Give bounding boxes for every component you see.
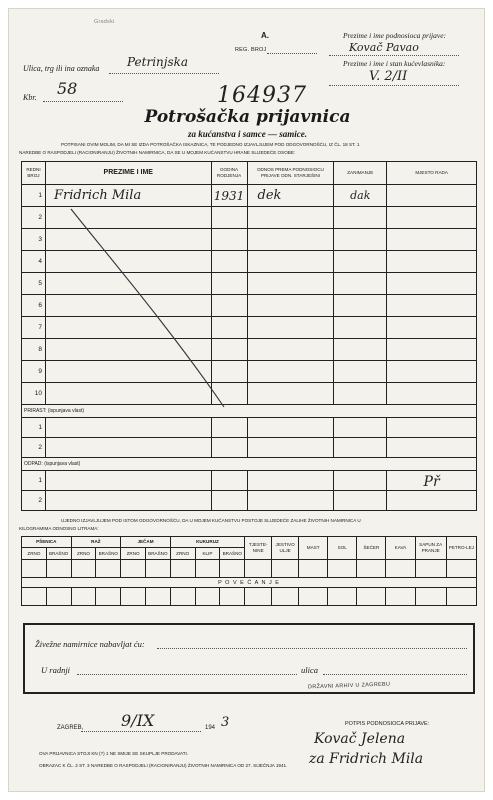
person-job[interactable] (334, 383, 387, 405)
supply-cell[interactable] (71, 560, 96, 578)
supply-cell[interactable] (170, 588, 195, 606)
person-workplace[interactable] (387, 229, 477, 251)
person-job[interactable] (334, 317, 387, 339)
person-job[interactable] (334, 438, 387, 458)
supply-cell[interactable] (299, 560, 328, 578)
person-job[interactable] (334, 229, 387, 251)
footer-place: ZAGREB, (57, 725, 84, 731)
col-petrolej: PETRO-LEJ (446, 537, 476, 560)
supply-cell[interactable] (446, 588, 476, 606)
reg-line (267, 53, 317, 54)
col-zanimanje: ZANIMANJE (334, 162, 387, 185)
group-jecam: JEČAM (121, 537, 171, 548)
person-job[interactable] (334, 361, 387, 383)
form-title: Potrošačka prijavnica (144, 107, 351, 127)
supply-cell[interactable] (220, 560, 245, 578)
col-redni-broj: REDNI BROJ (22, 162, 46, 185)
person-relation[interactable]: dek (247, 185, 334, 207)
form-number: 164937 (217, 83, 307, 108)
sign-label: POTPIS PODNOSIOCA PRIJAVE: (345, 721, 430, 727)
table-row (22, 185, 477, 207)
col-mjesto-rada: MJESTO RADA (387, 162, 477, 185)
supplies-verify-value-row (22, 588, 477, 606)
person-relation[interactable] (247, 207, 334, 229)
person-workplace[interactable] (387, 438, 477, 458)
person-job[interactable] (334, 251, 387, 273)
col-sol: SOL (328, 537, 357, 560)
odpad-header-row (22, 458, 477, 471)
person-relation[interactable] (247, 361, 334, 383)
person-workplace[interactable] (387, 251, 477, 273)
supply-cell[interactable] (121, 588, 146, 606)
person-job[interactable]: dak (334, 185, 387, 207)
col-brasno: BRAŠNO (145, 548, 170, 560)
table-row (22, 438, 477, 458)
supply-cell[interactable] (145, 588, 170, 606)
supply-cell[interactable] (446, 560, 476, 578)
prirast-label: PRIRAST: (ispunjava vlast) (22, 405, 477, 418)
person-relation[interactable] (247, 471, 334, 491)
person-name[interactable] (45, 438, 211, 458)
person-workplace[interactable] (387, 491, 477, 511)
supply-cell[interactable] (245, 560, 272, 578)
supply-cell[interactable] (121, 560, 146, 578)
person-job[interactable] (334, 418, 387, 438)
col-zrno: ZRNO (71, 548, 96, 560)
street-line (109, 73, 219, 74)
person-year[interactable] (211, 438, 247, 458)
person-workplace[interactable] (387, 361, 477, 383)
group-kukuruz: KUKURUZ (170, 537, 244, 548)
shop-name-dots[interactable] (77, 674, 297, 675)
shop-line-1: Živežne namirnice nabavljat ću: (35, 639, 145, 649)
person-year[interactable] (211, 418, 247, 438)
supply-cell[interactable] (357, 560, 386, 578)
col-brasno: BRAŠNO (96, 548, 121, 560)
shop-line-1-dots (157, 648, 467, 649)
house-line (43, 101, 123, 102)
supply-cell[interactable] (415, 560, 446, 578)
street-value: Petrinjska (127, 55, 189, 69)
col-kava: KAVA (386, 537, 415, 560)
section-letter: A. (261, 31, 269, 40)
person-name[interactable] (45, 491, 211, 511)
footer-note-1: OVA PRIJAVNICA STOJI KN (?) 1 NE SMIJE SE SKUPLJE PRODAVATI. (39, 751, 189, 756)
row-number: 4 (22, 251, 46, 273)
house-value: 58 (57, 79, 78, 98)
supply-cell[interactable] (22, 588, 47, 606)
intro-line-2: NAREDBE O RASPODJELI (RACIONIRANJU) ŽIVOTNIH NAMIRNICA, DA SE U MOJEM KUĆANSTVU HRANE SLIJEDEĆE OSOBE: (19, 150, 296, 155)
verify-row (22, 578, 477, 588)
col-klip: KLIP (195, 548, 220, 560)
supply-cell[interactable] (96, 588, 121, 606)
shop-street-dots[interactable] (323, 674, 467, 675)
group-raz: RAŽ (71, 537, 121, 548)
owner-line (329, 55, 459, 56)
person-relation[interactable] (247, 273, 334, 295)
row-number: 2 (22, 491, 46, 511)
supply-cell[interactable] (220, 588, 245, 606)
col-prezime-ime: PREZIME I IME (45, 162, 211, 185)
declaration-line-2: KILOGRAMIMA ODNOSNO LITRAMA: (19, 526, 99, 531)
supplies-table (21, 536, 477, 606)
supply-cell[interactable] (96, 560, 121, 578)
supply-cell[interactable] (357, 588, 386, 606)
row-number: 10 (22, 383, 46, 405)
date-line (81, 731, 201, 732)
reg-label: REG. BROJ (235, 47, 267, 53)
top-left-stamp: Gradski (94, 19, 115, 25)
col-secer: ŠEĆER (357, 537, 386, 560)
person-name[interactable]: Fridrich Mila (45, 185, 211, 207)
person-year[interactable] (211, 491, 247, 511)
row-number: 6 (22, 295, 46, 317)
supply-cell[interactable] (71, 588, 96, 606)
row-number: 1 (22, 185, 46, 207)
supplies-group-row (22, 537, 477, 548)
supply-cell[interactable] (272, 588, 299, 606)
persons-header-row (22, 162, 477, 185)
person-relation[interactable] (247, 438, 334, 458)
person-workplace[interactable] (387, 418, 477, 438)
strike-line (69, 207, 229, 412)
form-subtitle: za kućanstva i samce — samice. (188, 129, 307, 139)
supply-cell[interactable] (170, 560, 195, 578)
person-relation[interactable] (247, 251, 334, 273)
col-sapun: SAPUN ZA PRANJE (415, 537, 446, 560)
person-name[interactable] (45, 471, 211, 491)
person-relation[interactable] (247, 491, 334, 511)
person-job[interactable] (334, 491, 387, 511)
col-tjestenine: TJESTE-NINE (245, 537, 272, 560)
supply-cell[interactable] (272, 560, 299, 578)
col-brasno: BRAŠNO (46, 548, 71, 560)
owner2-line (329, 85, 459, 86)
owner2-value: V. 2/II (369, 69, 408, 84)
person-job[interactable] (334, 471, 387, 491)
supply-cell[interactable] (22, 560, 47, 578)
person-relation[interactable] (247, 383, 334, 405)
supply-cell[interactable] (46, 560, 71, 578)
supply-cell[interactable] (145, 560, 170, 578)
person-workplace[interactable] (387, 185, 477, 207)
person-workplace[interactable] (387, 273, 477, 295)
col-ulje: JESTIVO ULJE (272, 537, 299, 560)
shop-street-label: ulica (301, 665, 318, 675)
person-name[interactable] (45, 418, 211, 438)
table-row (22, 491, 477, 511)
supply-cell[interactable] (245, 588, 272, 606)
row-number: 2 (22, 438, 46, 458)
person-workplace[interactable] (387, 383, 477, 405)
person-job[interactable] (334, 207, 387, 229)
person-workplace[interactable] (387, 295, 477, 317)
col-godina: GODINA RODJENJA (211, 162, 247, 185)
col-odnos: ODNOS PREMA PODNOSIOCU PRIJAVE ODN. STARJEŠINI (247, 162, 334, 185)
row-number: 1 (22, 418, 46, 438)
person-job[interactable] (334, 339, 387, 361)
house-label: Kbr. (23, 93, 37, 102)
odpad-mark[interactable]: Př (387, 471, 477, 491)
col-zrno: ZRNO (170, 548, 195, 560)
form-page (8, 8, 485, 792)
row-number: 7 (22, 317, 46, 339)
owner-value: Kovač Pavao (349, 41, 419, 54)
person-relation[interactable] (247, 229, 334, 251)
row-number: 8 (22, 339, 46, 361)
owner2-label: Prezime i ime i stan kućevlasnika: (343, 59, 446, 68)
person-relation[interactable] (247, 339, 334, 361)
group-psenica: PŠENICA (22, 537, 72, 548)
col-mast: MAST (299, 537, 328, 560)
supply-cell[interactable] (195, 588, 220, 606)
signature-1: Kovač Jelena (314, 731, 406, 747)
row-number: 3 (22, 229, 46, 251)
intro-line-1: POTPISANI OVIM MOLIM, DA MI SE IZDA POTROŠAČKA ISKAZNICA, TE PODJEDNO IZJAVLJUJEM POD ODGOVORNOŠĆU, IZ ČL. 18 ST. 1 (61, 142, 360, 147)
archive-stamp: DRŽAVNI ARHIV U ZAGREBU (307, 681, 391, 691)
supply-cell[interactable] (328, 588, 357, 606)
row-number: 5 (22, 273, 46, 295)
footer-year-prefix: 194 (205, 725, 216, 731)
supply-cell[interactable] (386, 560, 415, 578)
footer-year-digit: 3 (221, 715, 230, 730)
supply-cell[interactable] (46, 588, 71, 606)
row-number: 2 (22, 207, 46, 229)
col-zrno: ZRNO (22, 548, 47, 560)
signature-2: za Fridrich Mila (309, 751, 424, 767)
footer-date: 9/IX (121, 711, 155, 730)
col-zrno: ZRNO (121, 548, 146, 560)
footer-note-2: OBRAZAC K ČL. 2 ST. 3 NAREDBE O RASPODJELI (RACIONIRANJU) ŽIVOTNIH NAMIRNICA OD 27. SIJEČNJA 1941. (39, 763, 288, 768)
person-relation[interactable] (247, 418, 334, 438)
declaration-line-1: UJEDNO IZJAVLJUJEM POD ISTOM ODGOVORNOŠĆU, DA U MOJEM KUĆANSTVU POSTOJE SLIJEDEĆE ZALIHE ŽIVOTNIH NAMIRNICA U (61, 518, 361, 523)
person-job[interactable] (334, 273, 387, 295)
supply-cell[interactable] (195, 560, 220, 578)
person-year[interactable]: 1931 (211, 185, 247, 207)
person-workplace[interactable] (387, 207, 477, 229)
supply-cell[interactable] (299, 588, 328, 606)
person-relation[interactable] (247, 295, 334, 317)
shop-label: U radnji (41, 665, 71, 675)
street-label: Ulica, trg ili ina oznaka (23, 64, 100, 73)
supply-cell[interactable] (328, 560, 357, 578)
supplies-value-row (22, 560, 477, 578)
col-brasno: BRAŠNO (220, 548, 245, 560)
person-relation[interactable] (247, 317, 334, 339)
odpad-label: ODPAD: (ispunjava vlast) (22, 458, 477, 471)
supply-cell[interactable] (415, 588, 446, 606)
person-workplace[interactable] (387, 339, 477, 361)
person-workplace[interactable] (387, 317, 477, 339)
person-job[interactable] (334, 295, 387, 317)
supply-cell[interactable] (386, 588, 415, 606)
table-row (22, 471, 477, 491)
row-number: 1 (22, 471, 46, 491)
row-number: 9 (22, 361, 46, 383)
person-year[interactable] (211, 471, 247, 491)
shop-box (23, 623, 475, 694)
owner-label: Prezime i ime podnosioca prijave: (343, 31, 447, 40)
table-row (22, 418, 477, 438)
verify-label: P O V E Ć A N J E (22, 578, 477, 588)
